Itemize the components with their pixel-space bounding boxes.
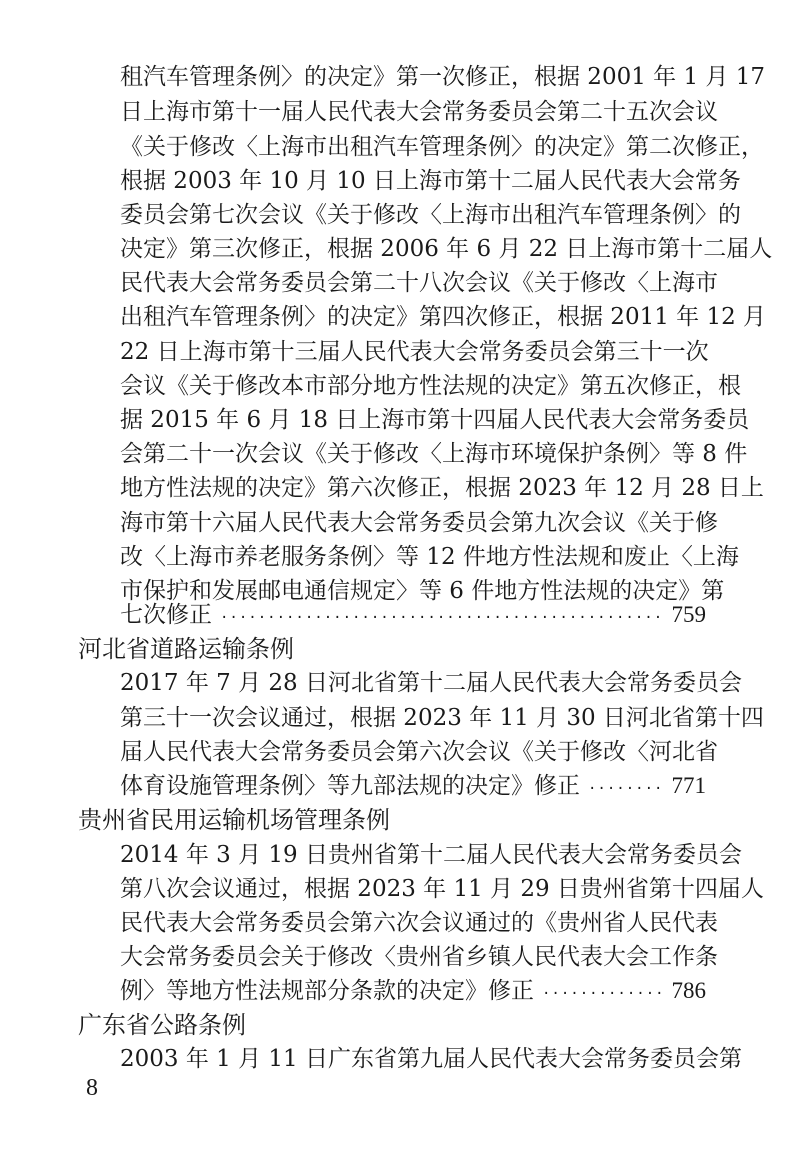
entry-text-line: 第八次会议通过，根据 2023 年 11 月 29 日贵州省第十四届人 [120,876,764,902]
entry-title[interactable]: 广东省公路条例 [78,1011,246,1039]
entry-text-line: 市保护和发展邮电通信规定〉等 6 件地方性法规的决定》第 [120,578,725,604]
entry-text-line: 根据 2003 年 10 月 10 日上海市第十二届人民代表大会常务 [120,168,741,194]
page-ref[interactable]: 786 [671,978,706,1003]
entry-text-line: 租汽车管理条例〉的决定》第一次修正，根据 2001 年 1 月 17 [120,64,765,90]
entry-text-line: 民代表大会常务委员会第六次会议通过的《贵州省人民代表 [120,910,718,936]
entry-title[interactable]: 河北省道路运输条例 [78,635,294,663]
entry-text-line: 22 日上海市第十三届人民代表大会常务委员会第三十一次 [120,339,709,365]
toc-entry-end[interactable] [120,976,706,1006]
page-ref[interactable]: 771 [671,773,706,798]
entry-text-line: 届人民代表大会常务委员会第六次会议《关于修改〈河北省 [120,739,718,765]
entry-text-line: 民代表大会常务委员会第二十八次会议《关于修改〈上海市 [120,270,718,296]
entry-text-line: 日上海市第十一届人民代表大会常务委员会第二十五次会议 [120,99,718,125]
entry-text-line: 改〈上海市养老服务条例〉等 12 件地方性法规和废止〈上海 [120,544,739,570]
entry-text-line: 大会常务委员会关于修改〈贵州省乡镇人民代表大会工作条 [120,944,718,970]
dot-leader [588,774,666,804]
entry-text-line: 地方性法规的决定》第六次修正，根据 2023 年 12 月 28 日上 [120,475,764,501]
entry-text-line: 会第二十一次会议《关于修改〈上海市环境保护条例〉等 8 件 [120,441,748,467]
toc-entry-end[interactable] [120,600,706,630]
dot-leader [542,979,666,1009]
dot-leader [220,603,666,633]
page-number: 8 [86,1075,98,1101]
entry-text-line: 体育设施管理条例〉等九部法规的决定》修正 [120,773,580,799]
entry-text-line: 《关于修改〈上海市出租汽车管理条例〉的决定》第二次修正， [120,134,764,160]
entry-text-line: 七次修正 [120,602,212,628]
entry-text-line: 2017 年 7 月 28 日河北省第十二届人民代表大会常务委员会 [120,670,742,696]
entry-text-line: 会议《关于修改本市部分地方性法规的决定》第五次修正，根 [120,373,741,399]
page-ref[interactable]: 759 [671,602,706,627]
entry-text-line: 2014 年 3 月 19 日贵州省第十二届人民代表大会常务委员会 [120,842,742,868]
entry-text-line: 据 2015 年 6 月 18 日上海市第十四届人民代表大会常务委员 [120,407,750,433]
entry-text-line: 海市第十六届人民代表大会常务委员会第九次会议《关于修 [120,510,718,536]
entry-text-line: 例〉等地方性法规部分条款的决定》修正 [120,978,534,1004]
toc-entry-end[interactable] [120,771,706,801]
entry-text-line: 决定》第三次修正，根据 2006 年 6 月 22 日上海市第十二届人 [120,236,773,262]
entry-text-line: 出租汽车管理条例〉的决定》第四次修正，根据 2011 年 12 月 [120,304,767,330]
entry-text-line: 第三十一次会议通过，根据 2023 年 11 月 30 日河北省第十四 [120,705,764,731]
entry-text-line: 2003 年 1 月 11 日广东省第九届人民代表大会常务委员会第 [120,1046,742,1072]
entry-text-line: 委员会第七次会议《关于修改〈上海市出租汽车管理条例〉的 [120,202,741,228]
entry-title[interactable]: 贵州省民用运输机场管理条例 [78,806,390,834]
